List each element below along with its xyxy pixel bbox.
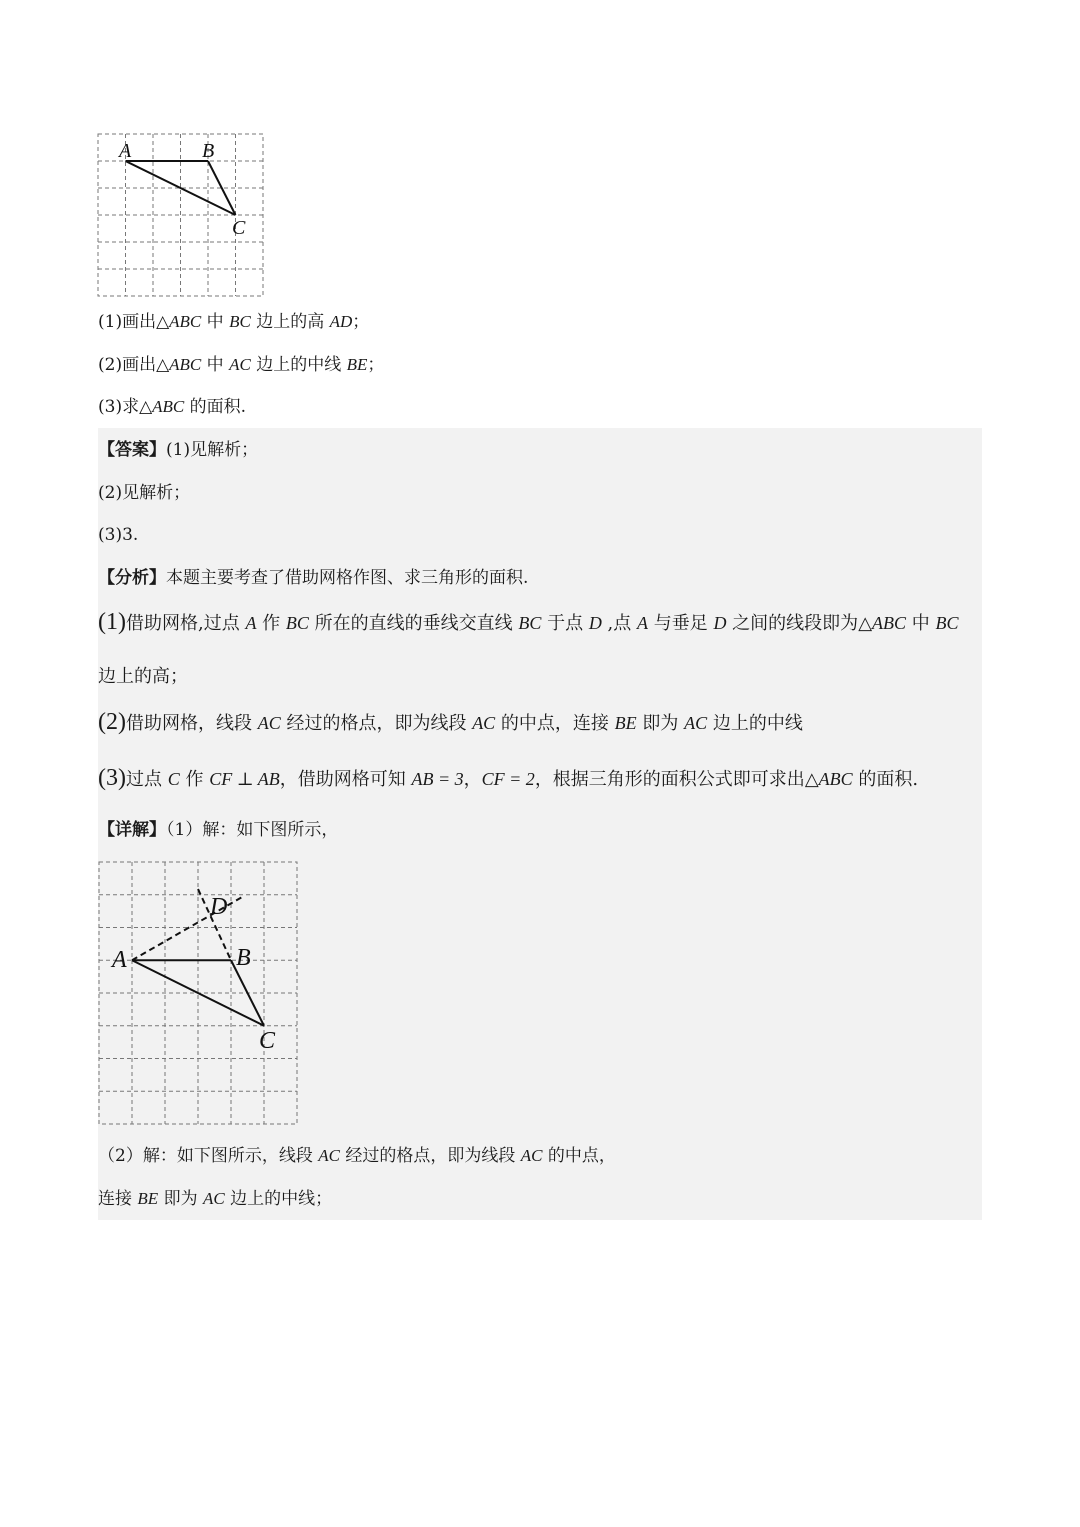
answer-line-1: 【答案】(1)见解析；	[98, 440, 259, 460]
figure-1-grid-triangle	[96, 131, 266, 299]
label-d: D	[210, 894, 228, 920]
label-a: A	[119, 140, 132, 162]
analysis-p2: (2)借助网格，线段 AC 经过的格点，即为线段 AC 的中点，连接 BE 即为 AC 边上的中线	[98, 709, 803, 735]
answer-line-3: (3)3.	[98, 525, 139, 545]
question-2: (2)画出△ABC 中 AC 边上的中线 BE；	[98, 355, 385, 375]
question-1: (1)画出△ABC 中 BC 边上的高 AD；	[98, 312, 370, 332]
label-b2: B	[236, 945, 251, 971]
label-c2: C	[259, 1028, 276, 1054]
detail-line-2: （2）解：如下图所示，线段 AC 经过的格点，即为线段 AC 的中点，	[98, 1146, 616, 1166]
label-a2: A	[112, 947, 127, 973]
question-3: (3)求△ABC 的面积.	[98, 397, 247, 417]
label-c: C	[232, 217, 246, 239]
figure-2-altitude-grid	[96, 859, 302, 1127]
label-b: B	[202, 140, 215, 162]
analysis-p1: (1)借助网格,过点 A 作 BC 所在的直线的垂线交直线 BC 于点 D ,点 A 与垂足 D 之间的线段即为△ABC 中 BC	[98, 609, 959, 635]
analysis-p1-cont: 边上的高；	[98, 666, 188, 687]
answer-line-2: (2)见解析；	[98, 483, 191, 503]
detail-line-1: 【详解】（1）解：如下图所示，	[98, 820, 339, 840]
analysis-p3: (3)过点 C 作 CF ⊥ AB，借助网格可知 AB = 3，CF = 2，根据三角形的面积公式即可求出△ABC 的面积.	[98, 765, 919, 791]
detail-line-3: 连接 BE 即为 AC 边上的中线；	[98, 1189, 333, 1209]
analysis-intro: 【分析】本题主要考查了借助网格作图、求三角形的面积.	[98, 568, 529, 588]
